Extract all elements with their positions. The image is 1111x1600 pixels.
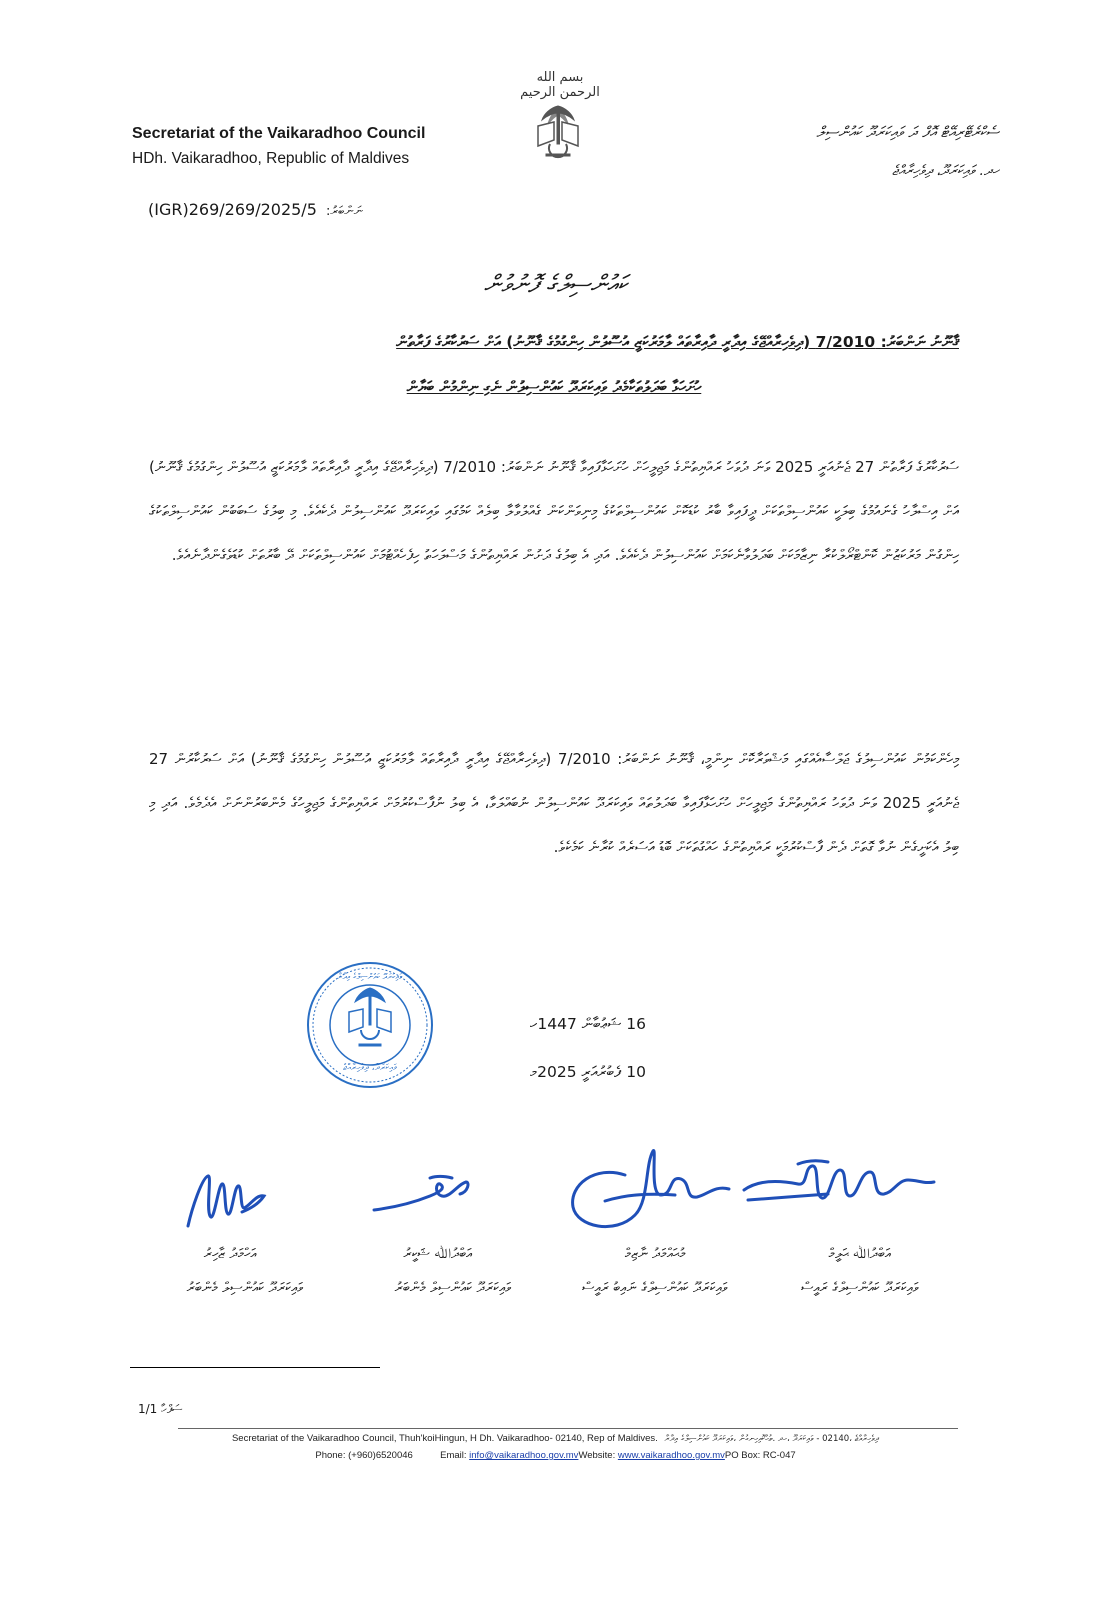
subject-text-2: ހުށަހަޅާ ބަދަލުތަކާމެދު ވައިކަރަދޫ ކައުންސިލުން ނެގި ނިންމުން ބަޔާން [406, 378, 702, 396]
body-paragraph-1: ސަރުކާރުގެ ފަރާތުން 27 ޖެނުއަރީ 2025 ވަނަ ދުވަހު ރައްޔިތުންގެ މަޖިލީހަށް ހުށަހަޅާފައިވާ ޤާނޫނު ނަންބަރު: 7/2010 (ދިވެހިރާއްޖޭގެ އިދާރީ ދާއިރާތައް ލާމަރުކަޒީ އުސޫލުން ހިންގުމުގެ ޤާނޫނު) އަށް އިސްލާހު ގެނައުމުގެ ބިލަކީ ކައުންސިލްތަކަށް ދީފައިވާ ބާރު ކުޑަކޮށް ކައުންސިލްތަކުގެ މިނިވަންކަން ގެއްލުވާލާ ބިލެއް ކަމުގައި ވައިކަރަދޫ ކައުންސިލުން ދެކެއެވެ. މި ބިލުގެ ސަބަބުން ކައުންސިލްތަކުގެ ހިންގުން މަރުކަޒުން ކޮންޓްރޯލްކުރާ ނިޒާމަކަށް ބަދަލުވާނެކަމަށް ކައުންސިލުން ދެކެއެވެ. އަދި އެ ބިލުގެ ދަށުން ރައްޔިތުންގެ މަސްލަހަތު ހިފެހެއްޓުމަށް ކައުންސިލްތަކަށް ދޭ ބާރުތަށް ކުޑަވެގެންދާނެއެވެ. [149, 458, 959, 564]
signatory-3-title: ވައިކަރަދޫ ކައުންސިލްގެ ނައިބު ރައީސް [582, 1280, 728, 1296]
footer-email-link[interactable]: info@vaikaradhoo.gov.mv [469, 1450, 579, 1461]
footer-website-link[interactable]: www.vaikaradhoo.gov.mv [617, 1450, 725, 1461]
footer-contact [0, 1450, 1111, 1461]
secretariat-title-dv: ސެކްރެޓޭރިއޭޓް އޮފް ދަ ވައިކަރަދޫ ކައުންސިލް [816, 123, 999, 141]
signatory-4-title: ވައިކަރަދޫ ކައުންސިލްގެ ރައީސް [801, 1280, 919, 1296]
footer-divider [178, 1428, 958, 1429]
signatory-4-name: އަބްދުﷲ ޙަލީމް [828, 1246, 892, 1262]
footer-address-en: Secretariat of the Vaikaradhoo Council, Thuh'koiHingun, H Dh. Vaikaradhoo- 02140, Rep of Maldives. [231, 1433, 658, 1444]
footer-address [0, 1433, 1111, 1444]
footer-phone: Phone: (+960)6520046 [315, 1450, 413, 1461]
secretariat-address-dv: ހދ. ވައިކަރަދޫ، ދިވެހިރާއްޖެ [892, 163, 999, 179]
subject-line-2 [149, 378, 959, 397]
body-paragraph-2: މިހެންކަމުން ކައުންސިލުގެ ޖަލްސާއެއްގައި މަޝްވަރާކޮށް ނިންމީ، ޤާނޫނު ނަންބަރު: 7/2010 (ދިވެހިރާއްޖޭގެ އިދާރީ ދާއިރާތައް ލާމަރުކަޒީ އުސޫލުން ހިންގުމުގެ ޤާނޫނު) އަށް ސަރުކާރުން 27 ޖެނުއަރީ 2025 ވަނަ ދުވަހު ރައްޔިތުންގެ މަޖިލީހަށް ހުށަހަޅާފައިވާ ބަދަލުތައް ވައިކަރަދޫ ކައުންސިލުން ނުބައްލަވާ، އެ ބިލު ނުފާސްކުރުމަށް ރައްޔިތުންގެ މަޖިލީހުގެ މެންބަރުންނަށް އެދެމެވެ. އަދި މި ބިލު އެކަށީގެން ނުވާ ގޮތަށް ދެން ފާސްކުރުމަކީ ރައްޔިތުންގެ ހައްގުތަކަށް ބޮޑު އަސަރެއް ކުރާނެ ކަމެކެވެ. [149, 750, 960, 856]
reference-number [148, 200, 363, 219]
secretariat-title-en: Secretariat of the Vaikaradhoo Council [132, 125, 426, 142]
footer-po-box: PO Box: RC-047 [724, 1450, 796, 1461]
footer-address-dv: ދިވެހިރާއްޖެ ،02140 - ވައިކަރަދޫ ،ހދ .ތުހްކޮއިހިނގުން ،ވައިކަރަދޫ ކައުންސިލްގެ އިދާރާ [664, 1434, 880, 1444]
emblem-icon [528, 100, 588, 162]
footnote-divider [130, 1367, 380, 1368]
stamp-ring-text: ވައިކަރަދޫ ކައުންސިލްގެ އިދާރާ [337, 972, 403, 981]
document-heading: ކައުންސިލްގެ ފޮނުވުން [483, 270, 628, 298]
reference-label: ނަންބަރު: [325, 204, 363, 219]
signature-3-icon [565, 1145, 735, 1245]
signature-2-icon [370, 1170, 480, 1220]
bismillah: بسم الله الرحمن الرحيم [520, 70, 600, 100]
signature-1-icon [180, 1168, 270, 1238]
date-hijri: 16 ޝަޢުބާން 1447ހ [530, 1015, 646, 1033]
reference-value: (IGR)269/269/2025/5 [148, 200, 317, 219]
signature-4-icon [738, 1150, 938, 1220]
signatory-1-title: ވައިކަރަދޫ ކައުންސިލް މެންބަރު [186, 1280, 304, 1296]
page-number: ސަފްހާ 1/1 [138, 1402, 183, 1416]
signatory-1-name: އަހްމަދު ޒާހިރު [203, 1246, 257, 1262]
footer-website-label: Website: [578, 1450, 616, 1461]
stamp-bottom-text: ވައިކަރަދޫ، ދިވެހިރާއްޖެ [342, 1063, 397, 1073]
subject-line-1 [149, 333, 959, 352]
signatory-3-name: މުޙައްމަދު ނާޒިމް [624, 1246, 686, 1262]
signatory-2-name: އަބްދުﷲ ޝަކީރު [403, 1246, 473, 1262]
secretariat-address-en: HDh. Vaikaradhoo, Republic of Maldives [132, 150, 410, 167]
subject-text-1: ޤާނޫނު ނަންބަރު: 7/2010 (ދިވެހިރާއްޖޭގެ އިދާރީ ދާއިރާތައް ލާމަރުކަޒީ އުސޫލުން ހިންގުމުގެ ޤާނޫނު) އަށް ސަރުކާރުގެ ފަރާތުން [396, 333, 959, 351]
date-gregorian: 10 ފެބުރުއަރީ 2025މ [530, 1063, 646, 1081]
signatory-2-title: ވައިކަރަދޫ ކައުންސިލް މެންބަރު [394, 1280, 512, 1296]
footer-email-label: Email: [440, 1450, 467, 1461]
